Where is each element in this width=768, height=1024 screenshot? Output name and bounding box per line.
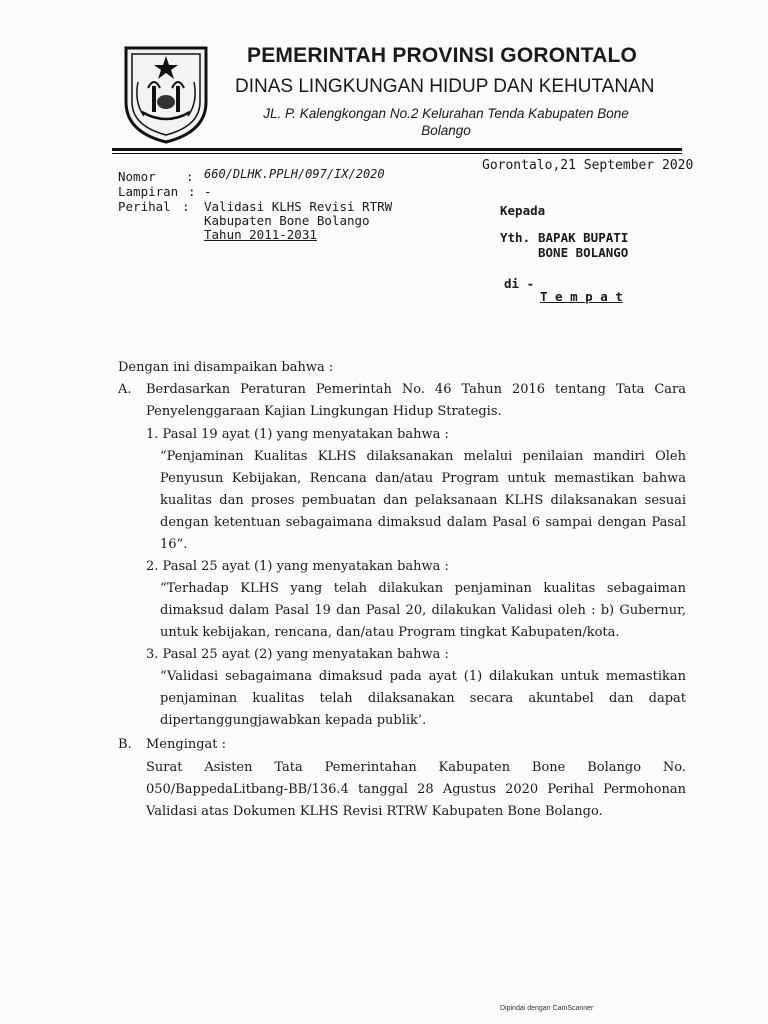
perihal-value xyxy=(204,200,414,242)
section-b-line-2: 050/BappedaLitbang-BB/136.4 tanggal 28 Agustus 2020 Perihal Permohonan xyxy=(146,782,686,797)
pasal-3-line-2: penjaminan kualitas telah dilaksanakan secara akuntabel dan dapat xyxy=(160,691,686,706)
pasal-1-line-4: dengan ketentuan sebagaimana dimaksud dalam Pasal 6 sampai dengan Pasal xyxy=(160,515,686,530)
perihal-label: Perihal xyxy=(118,199,171,214)
place-date: Gorontalo,21 September 2020 xyxy=(482,158,694,173)
pasal-1-line-1: “Penjaminan Kualitas KLHS dilaksanakan melalui penilaian mandiri Oleh xyxy=(160,449,686,464)
recipient-name-2: BONE BOLANGO xyxy=(538,245,629,260)
lampiran-label: Lampiran xyxy=(118,184,179,199)
pasal-3-heading: 3. Pasal 25 ayat (2) yang menyatakan bahwa : xyxy=(146,647,449,662)
letter-meta xyxy=(118,167,418,242)
section-b-line-1: Surat Asisten Tata Pemerintahan Kabupaten Bone Bolango No. xyxy=(146,760,686,775)
section-b-heading: Mengingat : xyxy=(146,737,227,752)
pasal-1-line-2: Penyusun Kebijakan, Rencana dan/atau Program untuk memastikan bahwa xyxy=(160,471,686,486)
coat-of-arms-logo xyxy=(118,42,214,146)
pasal-3-line-1: “Validasi sebagaimana dimaksud pada ayat (1) dilakukan untuk memastikan xyxy=(160,669,686,684)
nomor-row xyxy=(118,167,418,185)
nomor-value: 660/DLHK.PPLH/097/IX/2020 xyxy=(204,167,385,181)
recipient-di: di - xyxy=(504,276,535,291)
pasal-1-line-3: kualitas dan proses pembuatan dan pelaksanaan KLHS dilaksanakan sesuai xyxy=(160,493,686,508)
pasal-2-line-2: dimaksud dalam Pasal 19 dan Pasal 20, dilakukan Validasi oleh : b) Gubernur, xyxy=(160,603,686,618)
section-a-marker: A. xyxy=(118,382,132,397)
nomor-colon: : xyxy=(186,169,194,184)
perihal-line-1: Validasi KLHS Revisi RTRW xyxy=(204,199,393,214)
perihal-row xyxy=(118,199,418,242)
recipient-kepada: Kepada xyxy=(500,203,546,218)
section-a-line-2: Penyelenggaraan Kajian Lingkungan Hidup Strategis. xyxy=(146,404,502,419)
recipient-yth: Yth. xyxy=(500,230,531,245)
pasal-3-line-3: dipertanggungjawabkan kepada publik’. xyxy=(160,713,427,728)
lampiran-row xyxy=(118,185,418,200)
letterhead-title: PEMERINTAH PROVINSI GORONTALO xyxy=(247,44,638,67)
letterhead-subtitle: DINAS LINGKUNGAN HIDUP DAN KEHUTANAN xyxy=(235,76,655,97)
scanner-watermark: Dipindai dengan CamScanner xyxy=(500,1005,594,1012)
section-b-marker: B. xyxy=(118,737,132,752)
letterhead-address xyxy=(236,105,656,139)
lampiran-colon: : xyxy=(188,184,196,199)
pasal-2-line-1: “Terhadap KLHS yang telah dilakukan penjaminan kualitas sebagaiman xyxy=(160,581,686,596)
nomor-label: Nomor xyxy=(118,169,156,184)
letterhead-rule-thick xyxy=(112,148,682,151)
lampiran-value: - xyxy=(204,184,212,199)
perihal-colon: : xyxy=(182,199,190,214)
letterhead-rule-thin xyxy=(112,153,682,154)
section-b-line-3: Validasi atas Dokumen KLHS Revisi RTRW Kabupaten Bone Bolango. xyxy=(146,804,603,819)
body-intro: Dengan ini disampaikan bahwa : xyxy=(118,360,334,375)
recipient-name-1: BAPAK BUPATI xyxy=(538,230,629,245)
pasal-2-line-3: untuk kebijakan, rencana, dan/atau Program tingkat Kabupaten/kota. xyxy=(160,625,620,640)
perihal-line-2: Kabupaten Bone Bolango xyxy=(204,213,370,228)
pasal-2-heading: 2. Pasal 25 ayat (1) yang menyatakan bahwa : xyxy=(146,559,449,574)
recipient-tempat: T e m p a t xyxy=(540,289,623,304)
section-a-line-1: Berdasarkan Peraturan Pemerintah No. 46 Tahun 2016 tentang Tata Cara xyxy=(146,382,686,397)
perihal-line-3: Tahun 2011-2031 xyxy=(204,227,317,242)
address-line-1: JL. P. Kalengkongan No.2 Kelurahan Tenda Kabupaten Bone xyxy=(263,106,629,121)
address-line-2: Bolango xyxy=(421,123,471,138)
pasal-1-heading: 1. Pasal 19 ayat (1) yang menyatakan bahwa : xyxy=(146,427,449,442)
pasal-1-line-5: 16”. xyxy=(160,537,188,552)
